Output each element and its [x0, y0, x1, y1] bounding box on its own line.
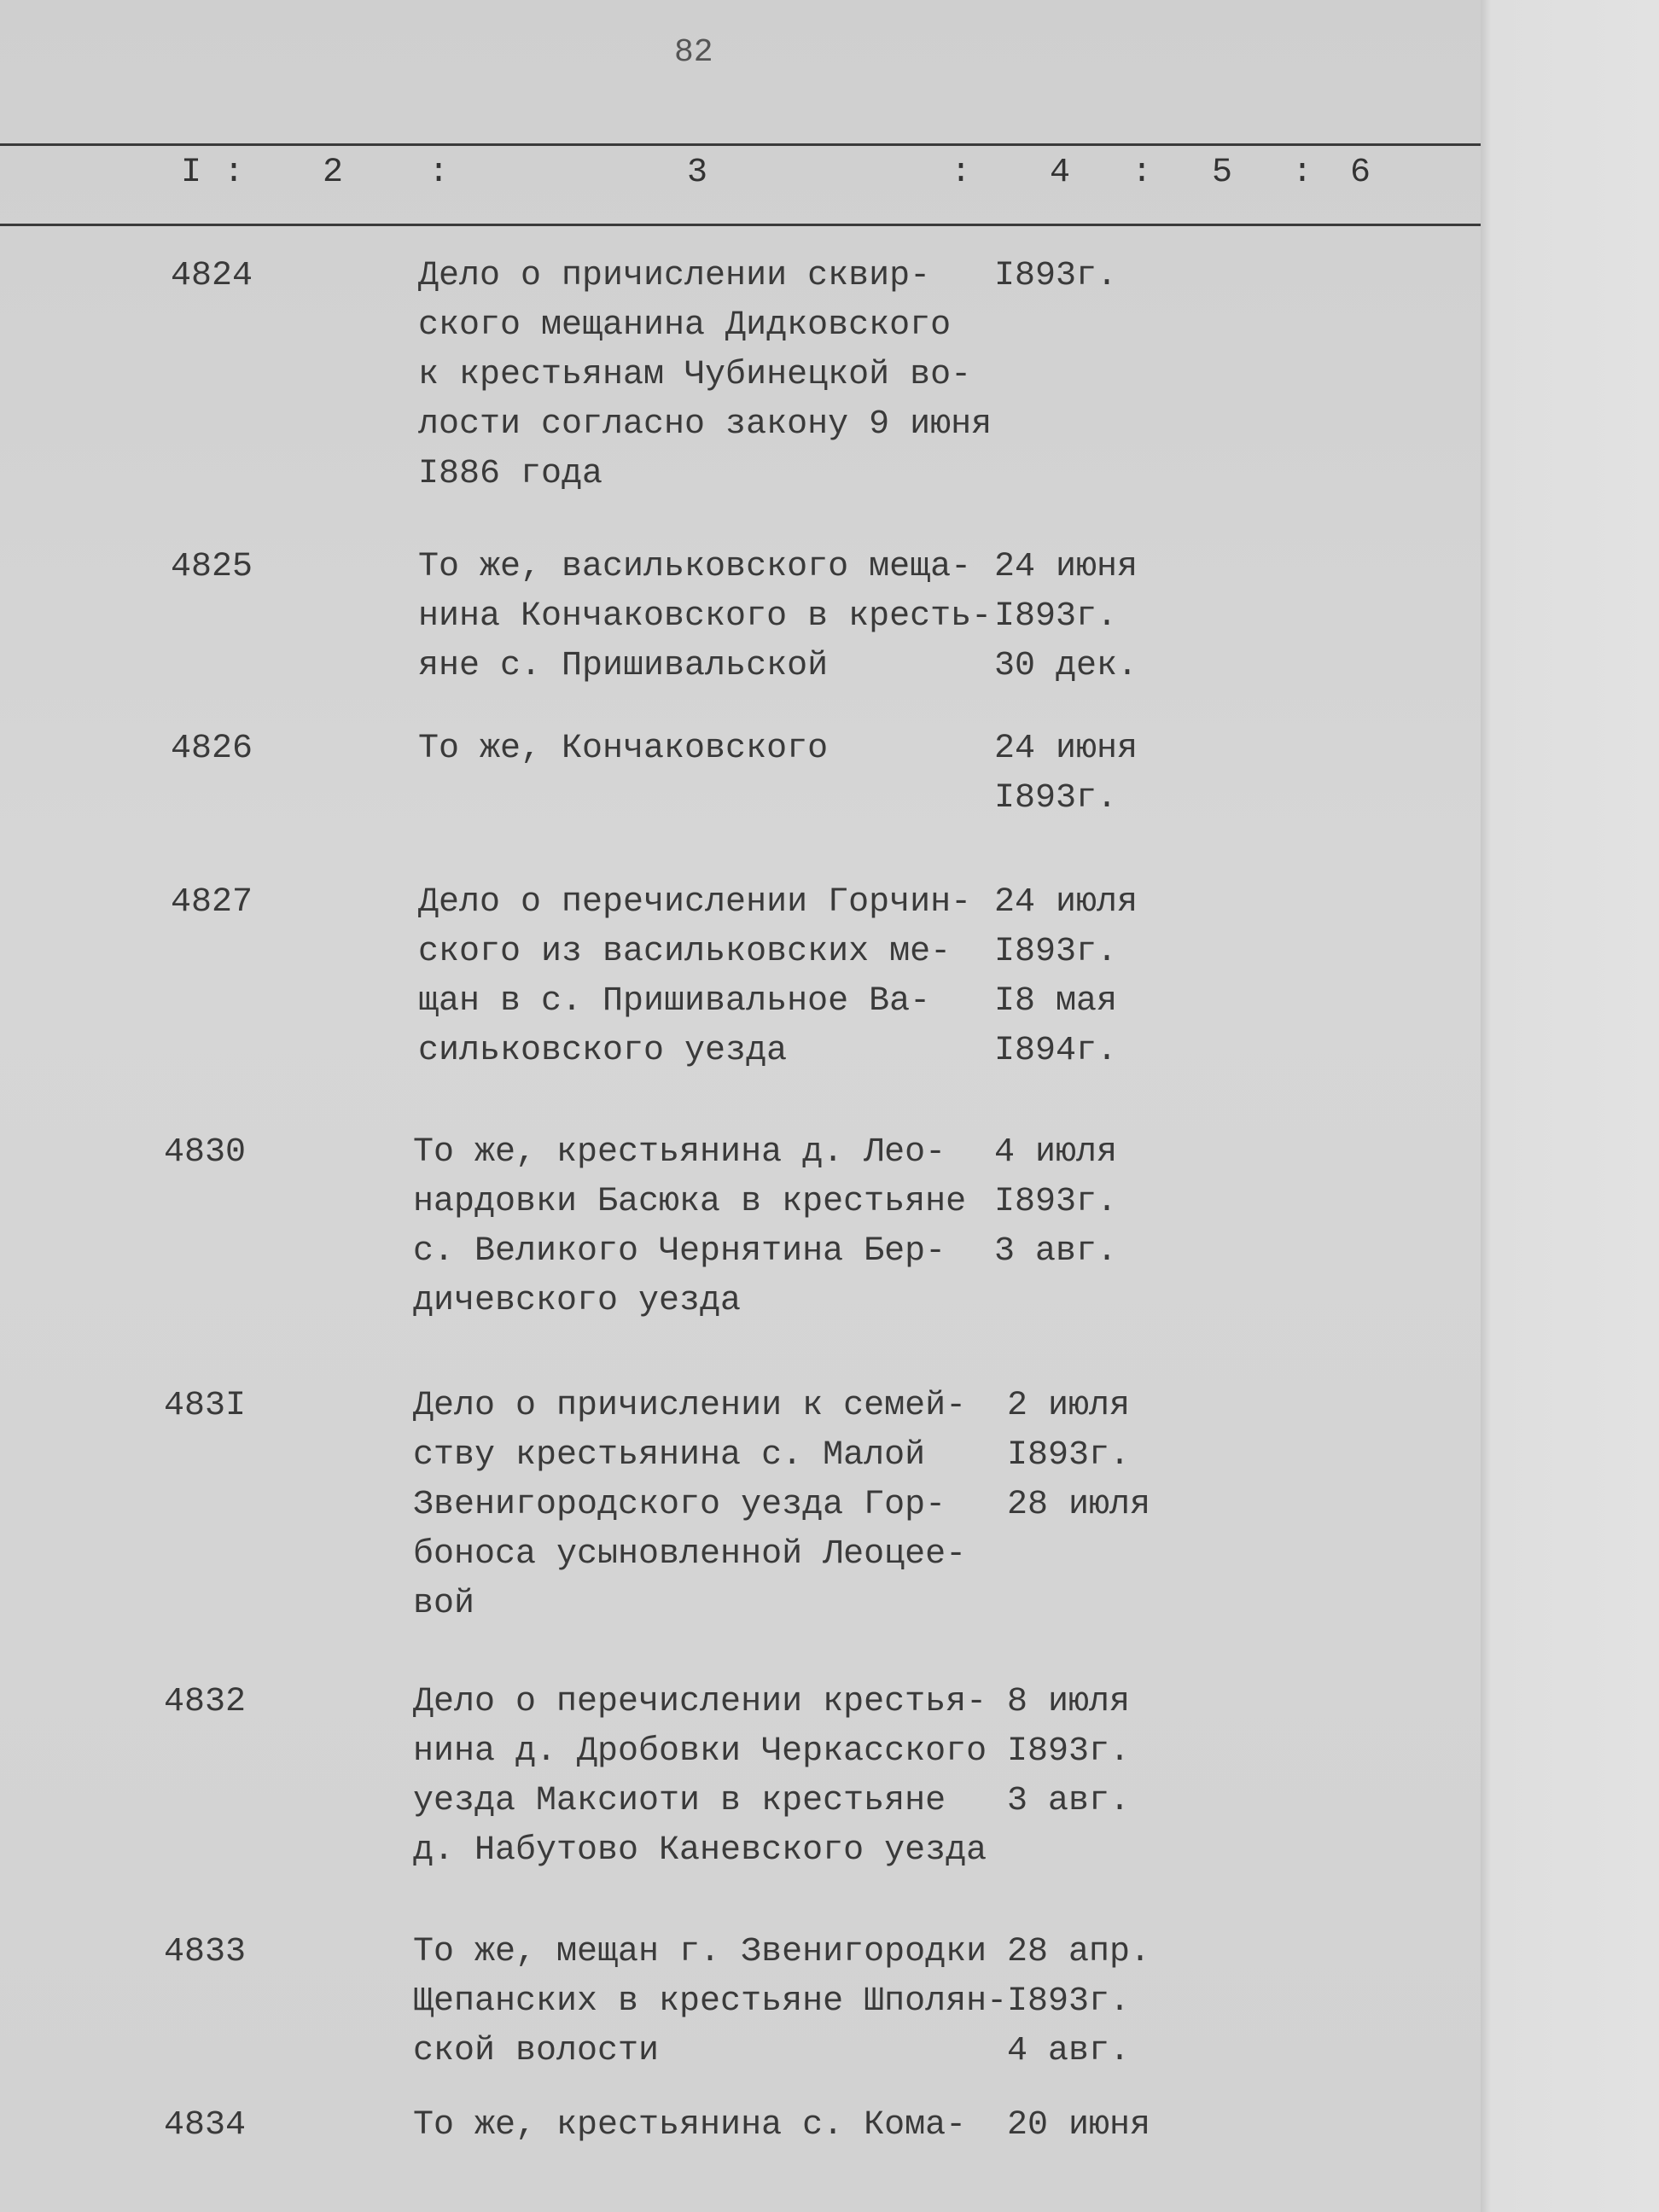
page-edge [1481, 0, 1659, 2212]
description-line: вой [413, 1585, 475, 1623]
header-bottom-rule [0, 224, 1481, 226]
description-line: нардовки Басюка в крестьяне [413, 1183, 967, 1221]
entry-description [418, 725, 828, 774]
description-line: Звенигородского уезда Гор- [413, 1486, 946, 1524]
date-line: I893г. [1007, 1982, 1131, 2021]
date-line: 24 июня [994, 548, 1138, 586]
entry-number: 4826 [171, 730, 253, 768]
entry-number: 483I [164, 1387, 247, 1425]
entry-dates [994, 252, 1117, 301]
entry-number: 4830 [164, 1133, 247, 1172]
column-header-4: 4 [1050, 154, 1071, 192]
column-header-1: I [181, 154, 202, 192]
description-line: I886 года [418, 455, 603, 493]
date-line: I893г. [994, 933, 1118, 971]
description-line: Щепанских в крестьяне Шполян- [413, 1982, 1008, 2021]
description-line: Дело о причислении сквир- [418, 257, 931, 295]
entry-dates [994, 543, 1138, 691]
entry-number: 4827 [171, 883, 253, 922]
entry-description [413, 1128, 966, 1326]
column-separator: : [1292, 154, 1313, 192]
column-header-3: 3 [687, 154, 708, 192]
date-line: I8 мая [994, 982, 1118, 1021]
description-line: щан в с. Пришивальное Ва- [418, 982, 931, 1021]
description-line: нина Кончаковского в кресть- [418, 597, 992, 636]
description-line: ского мещанина Дидковского [418, 306, 952, 345]
entry-description [413, 1678, 987, 1876]
date-line: I893г. [994, 779, 1118, 818]
date-line: 28 июля [1007, 1486, 1151, 1524]
date-line: 4 авг. [1007, 2032, 1131, 2070]
entry-dates [994, 725, 1138, 824]
entry-description [418, 878, 971, 1076]
date-line: 24 июля [994, 883, 1138, 922]
description-line: Дело о перечислении крестья- [413, 1683, 987, 1721]
header-top-rule [0, 143, 1481, 146]
entry-description [418, 543, 992, 691]
entry-number: 4825 [171, 548, 253, 586]
entry-number: 4832 [164, 1683, 247, 1721]
column-header-6: 6 [1350, 154, 1371, 192]
entry-number: 4824 [171, 257, 253, 295]
entry-description [418, 252, 992, 499]
description-line: лости согласно закону 9 июня [418, 405, 992, 444]
description-line: яне с. Пришивальской [418, 647, 829, 685]
entry-description [413, 2101, 966, 2151]
description-line: дичевского уезда [413, 1282, 742, 1320]
description-line: То же, васильковского меща- [418, 548, 972, 586]
column-separator: : [224, 154, 245, 192]
entry-description [413, 1382, 966, 1629]
description-line: То же, Кончаковского [418, 730, 829, 768]
description-line: Дело о перечислении Горчин- [418, 883, 972, 922]
date-line: I894г. [994, 1032, 1118, 1070]
entry-description [413, 1928, 1007, 2076]
date-line: I893г. [994, 1183, 1118, 1221]
date-line: 20 июня [1007, 2106, 1151, 2145]
column-header-5: 5 [1212, 154, 1233, 192]
description-line: То же, крестьянина д. Лео- [413, 1133, 946, 1172]
description-line: То же, крестьянина с. Кома- [413, 2106, 967, 2145]
date-line: I893г. [994, 257, 1118, 295]
date-line: I893г. [994, 597, 1118, 636]
column-header-2: 2 [323, 154, 344, 192]
date-line: 4 июля [994, 1133, 1118, 1172]
column-separator: : [428, 154, 450, 192]
description-line: д. Набутово Каневского уезда [413, 1831, 987, 1870]
date-line: 8 июля [1007, 1683, 1131, 1721]
description-line: боноса усыновленной Леоцее- [413, 1535, 967, 1574]
date-line: I893г. [1007, 1436, 1131, 1475]
description-line: ству крестьянина с. Малой [413, 1436, 926, 1475]
entry-dates [994, 1128, 1117, 1277]
date-line: 28 апр. [1007, 1933, 1151, 1971]
description-line: ской волости [413, 2032, 660, 2070]
entry-number: 4833 [164, 1933, 247, 1971]
entry-dates [1007, 1678, 1130, 1826]
description-line: к крестьянам Чубинецкой во- [418, 356, 972, 394]
description-line: ского из васильковских ме- [418, 933, 952, 971]
entry-dates [1007, 1382, 1150, 1530]
description-line: сильковского уезда [418, 1032, 788, 1070]
date-line: 3 авг. [994, 1232, 1118, 1271]
date-line: I893г. [1007, 1732, 1131, 1771]
description-line: Дело о причислении к семей- [413, 1387, 967, 1425]
description-line: То же, мещан г. Звенигородки [413, 1933, 987, 1971]
date-line: 24 июня [994, 730, 1138, 768]
date-line: 30 дек. [994, 647, 1138, 685]
entry-number: 4834 [164, 2106, 247, 2145]
entry-dates [1007, 1928, 1150, 2076]
description-line: нина д. Дробовки Черкасского [413, 1732, 987, 1771]
description-line: с. Великого Чернятина Бер- [413, 1232, 946, 1271]
page-number: 82 [674, 34, 713, 71]
column-separator: : [951, 154, 972, 192]
date-line: 2 июля [1007, 1387, 1131, 1425]
date-line: 3 авг. [1007, 1782, 1131, 1820]
entry-dates [994, 878, 1138, 1076]
column-separator: : [1132, 154, 1153, 192]
description-line: уезда Максиоти в крестьяне [413, 1782, 946, 1820]
entry-dates [1007, 2101, 1150, 2151]
